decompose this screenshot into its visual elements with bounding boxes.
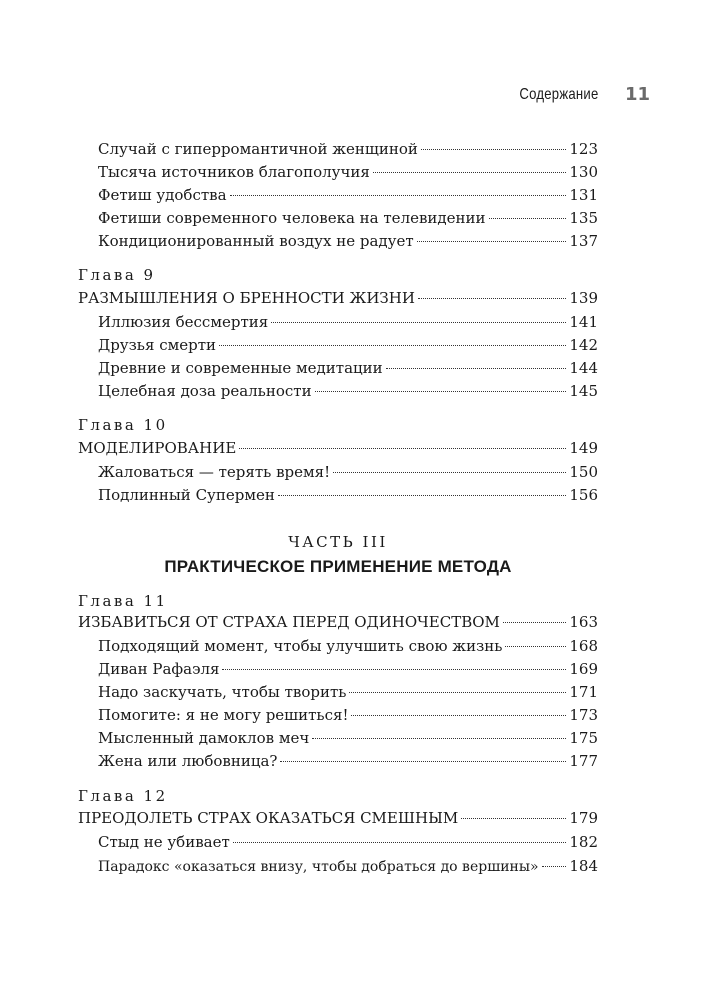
toc-entry[interactable] — [98, 382, 598, 404]
toc-entry-title: Стыд не убивает — [98, 833, 230, 851]
dot-leader — [230, 195, 567, 196]
toc-entry[interactable] — [98, 637, 598, 659]
toc-entry-page: 156 — [569, 486, 598, 504]
dot-leader — [373, 172, 567, 173]
dot-leader — [315, 391, 567, 392]
dot-leader — [222, 669, 566, 670]
chapter-label: Глава 11 — [78, 592, 168, 610]
dot-leader — [417, 241, 567, 242]
toc-entry-page: 175 — [569, 729, 598, 747]
toc-entry[interactable] — [98, 140, 598, 162]
toc-entry-page: 177 — [569, 752, 598, 770]
toc-entry-title: Целебная доза реальности — [98, 382, 312, 400]
running-title: Содержание — [519, 86, 599, 103]
page-header — [0, 84, 726, 108]
toc-entry[interactable] — [98, 209, 598, 231]
toc-entry-title: Жена или любовница? — [98, 752, 278, 770]
toc-entry-page: 131 — [569, 186, 598, 204]
chapter-title-row[interactable] — [78, 613, 598, 635]
toc-entry-page: 135 — [569, 209, 598, 227]
dot-leader — [333, 472, 566, 473]
toc-entry-page: 171 — [569, 683, 598, 701]
toc-entry-title: Древние и современные медитации — [98, 359, 383, 377]
toc-entry-title: Фетиши современного человека на телевидении — [98, 209, 486, 227]
dot-leader — [233, 842, 567, 843]
dot-leader — [351, 715, 566, 716]
toc-entry[interactable] — [98, 729, 598, 751]
dot-leader — [542, 866, 567, 867]
toc-entry-title: Случай с гиперромантичной женщиной — [98, 140, 418, 158]
chapter-title: ПРЕОДОЛЕТЬ СТРАХ ОКАЗАТЬСЯ СМЕШНЫМ — [78, 809, 459, 827]
toc-entry[interactable] — [98, 163, 598, 185]
toc-entry-page: 145 — [569, 382, 598, 400]
chapter-title-row[interactable] — [78, 439, 598, 461]
dot-leader — [239, 448, 566, 449]
toc-entry-title: Жаловаться — терять время! — [98, 463, 331, 481]
toc-entry-page: 173 — [569, 706, 598, 724]
chapter-title: ИЗБАВИТЬСЯ ОТ СТРАХА ПЕРЕД ОДИНОЧЕСТВОМ — [78, 613, 500, 631]
toc-entry-page: 142 — [569, 336, 598, 354]
toc-entry-page: 168 — [569, 637, 598, 655]
toc-entry-page: 144 — [569, 359, 598, 377]
dot-leader — [489, 218, 567, 219]
part-title: ПРАКТИЧЕСКОЕ ПРИМЕНЕНИЕ МЕТОДА — [164, 557, 512, 576]
toc-entry[interactable] — [98, 486, 598, 508]
chapter-label: Глава 9 — [78, 266, 156, 284]
chapter-title: МОДЕЛИРОВАНИЕ — [78, 439, 237, 457]
toc-entry-title: Парадокс «оказаться внизу, чтобы добраться до вершины» — [98, 859, 539, 875]
toc-entry-page: 182 — [569, 833, 598, 851]
dot-leader — [421, 149, 567, 150]
part-label: ЧАСТЬ III — [288, 533, 388, 551]
toc-entry[interactable] — [98, 857, 598, 879]
toc-entry[interactable] — [98, 752, 598, 774]
toc-entry-title: Мысленный дамоклов меч — [98, 729, 310, 747]
page-number: 11 — [624, 84, 650, 105]
dot-leader — [505, 646, 566, 647]
toc-entry-page: 150 — [569, 463, 598, 481]
toc-entry-title: Иллюзия бессмертия — [98, 313, 269, 331]
dot-leader — [280, 761, 566, 762]
toc-entry-title: Тысяча источников благополучия — [98, 163, 370, 181]
dot-leader — [219, 345, 566, 346]
dot-leader — [349, 692, 566, 693]
toc-entry[interactable] — [98, 359, 598, 381]
toc-entry-title: Диван Рафаэля — [98, 660, 220, 678]
toc-entry[interactable] — [98, 683, 598, 705]
toc-entry-page: 137 — [569, 232, 598, 250]
toc-entry-title: Подходящий момент, чтобы улучшить свою жизнь — [98, 637, 503, 655]
toc-entry[interactable] — [98, 232, 598, 254]
chapter-page: 149 — [569, 439, 598, 457]
toc-entry-page: 123 — [569, 140, 598, 158]
chapter-page: 163 — [569, 613, 598, 631]
toc-entry[interactable] — [98, 313, 598, 335]
chapter-page: 139 — [569, 289, 598, 307]
toc-entry-title: Друзья смерти — [98, 336, 217, 354]
dot-leader — [418, 298, 566, 299]
chapter-title-row[interactable] — [78, 289, 598, 311]
chapter-page: 179 — [569, 809, 598, 827]
toc-entry-page: 184 — [569, 857, 598, 875]
toc-entry[interactable] — [98, 660, 598, 682]
dot-leader — [461, 818, 566, 819]
dot-leader — [312, 738, 566, 739]
dot-leader — [503, 622, 566, 623]
toc-entry-title: Помогите: я не могу решиться! — [98, 706, 349, 724]
toc-entry-title: Фетиш удобства — [98, 186, 227, 204]
dot-leader — [386, 368, 567, 369]
chapter-title: РАЗМЫШЛЕНИЯ О БРЕННОСТИ ЖИЗНИ — [78, 289, 415, 307]
chapter-label: Глава 10 — [78, 416, 168, 434]
dot-leader — [278, 495, 566, 496]
toc-entry[interactable] — [98, 186, 598, 208]
toc-entry-title: Кондиционированный воздух не радует — [98, 232, 414, 250]
toc-entry-page: 130 — [569, 163, 598, 181]
toc-entry-title: Подлинный Супермен — [98, 486, 275, 504]
chapter-label: Глава 12 — [78, 787, 168, 805]
toc-entry[interactable] — [98, 833, 598, 855]
toc-entry-page: 141 — [569, 313, 598, 331]
toc-entry-page: 169 — [569, 660, 598, 678]
toc-entry[interactable] — [98, 336, 598, 358]
toc-entry[interactable] — [98, 706, 598, 728]
toc-entry[interactable] — [98, 463, 598, 485]
dot-leader — [271, 322, 566, 323]
toc-entry-title: Надо заскучать, чтобы творить — [98, 683, 347, 701]
chapter-title-row[interactable] — [78, 809, 598, 831]
